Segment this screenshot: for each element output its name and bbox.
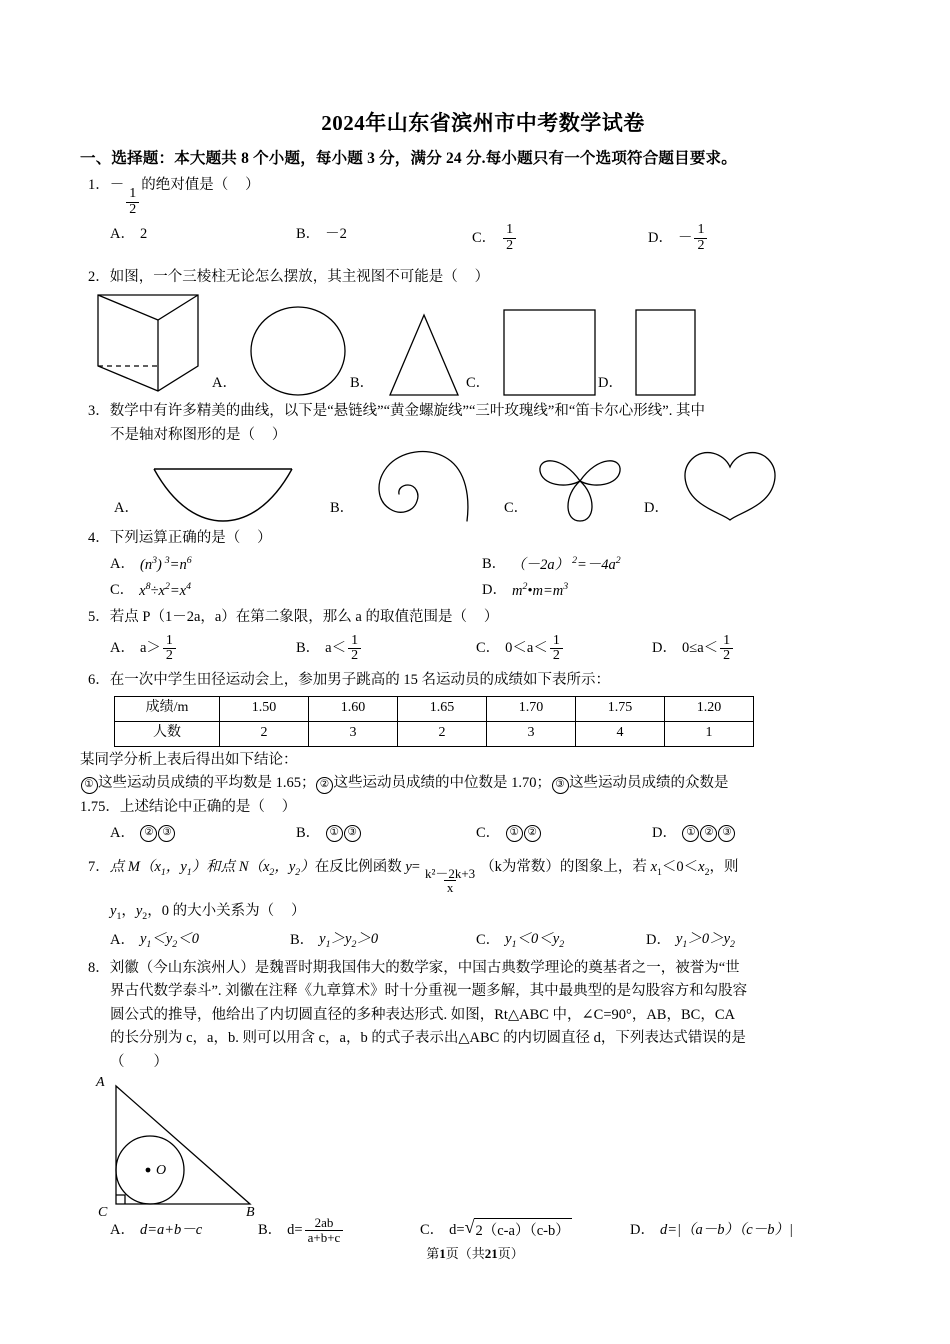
circled-one-icon: ① [326, 825, 343, 842]
circled-two-icon: ② [524, 825, 541, 842]
q2-stem-text: 如图，一个三棱柱无论怎么摆放，其主视图不可能是（ [109, 268, 458, 285]
question-8-diagram [88, 1074, 878, 1222]
page-title: 2024年山东省滨州市中考数学试卷 [321, 111, 645, 135]
q7-option-a-label: A． [110, 931, 135, 948]
score-cell: 1.60 [309, 696, 398, 721]
q4-option-b[interactable] [482, 553, 621, 577]
q3-figure-label-d: D． [644, 500, 669, 517]
question-4 [88, 527, 878, 603]
q6-option-a[interactable] [110, 822, 296, 845]
question-2-number: 2． [88, 268, 110, 285]
question-4-options-row1 [110, 553, 878, 577]
question-7-number: 7． [88, 858, 110, 875]
q2-figure-label-c: C． [466, 375, 491, 392]
q5-option-b[interactable] [296, 634, 476, 664]
q5-option-d-pre: 0≤a＜ [681, 640, 719, 657]
q8-line-3: 圆公式的推导，他给出了内切圆直径的多种表达形式. 如图，Rt△ABC 中，∠C=90°，AB，BC，CA [110, 1006, 735, 1023]
q5-option-b-label: B． [296, 640, 321, 657]
question-5 [88, 606, 878, 664]
q1-option-a-text: 2 [139, 226, 148, 243]
trefoil-rose-icon [534, 451, 626, 523]
circled-three-icon: ③ [718, 825, 735, 842]
q5-option-b-fraction: $\frac{1}{2}$ [348, 634, 361, 664]
q1-fraction: $\frac{1}{2}$ [126, 187, 139, 217]
q6-after-table: 某同学分析上表后得出如下结论： [80, 751, 298, 768]
q4-option-d-label: D． [482, 582, 507, 599]
q5-option-c-fraction: $\frac{1}{2}$ [550, 634, 563, 664]
q7-sub-y1: 1 [186, 866, 192, 878]
q4-option-a[interactable] [110, 553, 482, 577]
q5-option-d-label: D． [652, 640, 677, 657]
count-cell: 3 [309, 721, 398, 746]
q1-option-c[interactable] [472, 223, 648, 253]
q5-option-a-label: A． [110, 640, 135, 657]
q5-paren-close: ） [483, 609, 499, 626]
table-row-scores [115, 696, 754, 721]
q6-option-b[interactable] [296, 822, 476, 845]
q8-option-a-text: d=a+b－c [139, 1221, 203, 1238]
question-6-number: 6． [88, 672, 110, 689]
q1-option-b-label: B． [296, 226, 321, 243]
q3-stem-line1: 数学中有许多精美的曲线，以下是“悬链线”“黄金螺旋线”“三叶玫瑰线”和“笛卡尔心形线”. 其中 [109, 403, 705, 420]
q1-minus: － [109, 177, 125, 194]
q7-sub-y2: 2 [295, 866, 301, 878]
vertex-label-a: A [96, 1075, 105, 1091]
question-1-options [110, 223, 878, 253]
footer-prefix: 第 [426, 1246, 440, 1261]
q7-option-c-label: C． [476, 931, 501, 948]
q8-option-c-radicand: 2（c-a）（c-b） [474, 1218, 572, 1243]
question-8-stem-line-1 [88, 957, 878, 980]
question-2-figures [88, 290, 878, 398]
count-cell: 2 [398, 721, 487, 746]
counts-row-header: 人数 [115, 721, 220, 746]
q4-option-b-label: B． [482, 556, 507, 573]
question-3-figures [88, 449, 878, 525]
q6-option-d-label: D． [652, 825, 677, 842]
score-cell: 1.20 [665, 696, 754, 721]
footer-middle: 页（共 [445, 1246, 485, 1261]
q7-option-c-text: $y_1<0<y_2$ [505, 930, 565, 950]
q5-option-d[interactable] [652, 634, 735, 664]
incircle-center-label: O [156, 1163, 167, 1179]
circle-icon [248, 305, 348, 397]
q5-option-a-fraction: $\frac{1}{2}$ [163, 634, 176, 664]
question-7-options [110, 928, 878, 953]
q1-stem-tail: 的绝对值是（ [141, 177, 229, 194]
table-row-counts [115, 721, 754, 746]
q6-option-c-label: C． [476, 825, 501, 842]
scores-row-header: 成绩/m [115, 696, 220, 721]
q8-option-c-label: C． [420, 1221, 445, 1238]
incircle-center-dot [146, 1168, 151, 1173]
score-cell: 1.70 [487, 696, 576, 721]
q7-option-d[interactable] [646, 928, 735, 953]
q6-option-c[interactable] [476, 822, 652, 845]
question-6-stem [88, 669, 878, 692]
q7-sub-x2: 2 [269, 866, 275, 878]
circled-two-icon: ② [700, 825, 717, 842]
section-heading: 一、选择题：本大题共 8 个小题，每小题 3 分，满分 24 分.每小题只有一个选项符合题目要求。 [80, 150, 737, 168]
q1-option-d-fraction: $\frac{1}{2}$ [694, 223, 707, 253]
scores-table [114, 696, 754, 747]
q7-sub-x1: 1 [160, 866, 166, 878]
q7-stem-tail: （k为常数）的图象上，若 $x_1<0<x_2$，则 [480, 858, 739, 878]
q7-function-fraction: $\frac{\text{k²－2k+3}}{x}$ [424, 865, 476, 896]
footer-page-number: 1 [439, 1246, 446, 1261]
q6-option-d[interactable] [652, 822, 736, 845]
q1-option-d-minus: － [677, 229, 693, 246]
count-cell: 2 [220, 721, 309, 746]
score-cell: 1.50 [220, 696, 309, 721]
q1-option-b[interactable] [296, 223, 472, 246]
q5-option-c-pre: 0＜a＜ [505, 640, 548, 657]
q3-figure-label-b: B． [330, 500, 355, 517]
q8-line-2: 界古代数学泰斗”. 刘徽在注释《九章算术》时十分重视一题多解，其中最典型的是勾股容方和勾股容 [110, 983, 748, 1000]
q2-figure-label-b: B． [350, 375, 375, 392]
page-content [80, 0, 878, 1245]
q4-paren-close: ） [257, 530, 272, 547]
q8-option-b-label: B． [258, 1221, 283, 1238]
q5-option-c-label: C． [476, 640, 501, 657]
q6-paren-close: ） [281, 798, 297, 815]
q4-option-a-text: $(n^3)$ $^3=n^6$ [139, 554, 192, 573]
question-8 [88, 957, 878, 1245]
sqrt-icon: √ [464, 1216, 475, 1237]
q1-option-a-label: A． [110, 226, 135, 243]
count-cell: 4 [576, 721, 665, 746]
question-3-stem [88, 400, 878, 423]
question-3 [88, 400, 878, 525]
q6-option-a-label: A． [110, 825, 135, 842]
count-cell: 1 [665, 721, 754, 746]
q6-conclusion-1: 这些运动员成绩的平均数是 1.65； [98, 775, 316, 792]
question-6 [80, 669, 878, 845]
square-icon [502, 308, 598, 398]
q2-figure-label-a: A． [212, 375, 237, 392]
question-2 [88, 266, 878, 398]
circled-one-icon: ① [81, 777, 98, 794]
triangle-icon [386, 312, 466, 398]
q7-option-d-text: $y_1>0>y_2$ [675, 930, 735, 950]
question-1-number: 1． [88, 177, 110, 194]
q7-stem-line2: $y_1$，$y_2$，0 的大小关系为（ ） [110, 903, 306, 922]
q4-option-d-text: $m^2•m=m^3$ [511, 580, 569, 599]
question-4-stem [88, 527, 878, 550]
circled-two-icon: ② [140, 825, 157, 842]
q8-option-a-label: A． [110, 1221, 135, 1238]
vertex-label-c: C [98, 1205, 108, 1221]
q4-option-c-text: $x^8\div x^2=x^4$ [139, 580, 192, 599]
q5-option-a[interactable] [110, 634, 296, 664]
circled-one-icon: ① [506, 825, 523, 842]
question-4-number: 4． [88, 530, 110, 547]
q1-option-b-text: －2 [325, 226, 347, 243]
q8-line-5: （ ） [110, 1053, 168, 1070]
q4-stem-text: 下列运算正确的是（ [109, 530, 241, 547]
question-1-stem [88, 174, 878, 217]
catenary-icon [146, 463, 300, 525]
q2-paren-close: ） [474, 268, 490, 285]
circled-two-icon: ② [316, 777, 333, 794]
q7-option-b-text: $y_1>y_2>0$ [319, 930, 379, 950]
circled-three-icon: ③ [158, 825, 175, 842]
q6-conclusions-line1 [80, 772, 878, 795]
question-7-stem: 7．点 $M(x_1$，$y_1$）和点 $N(x_2$，$y_2$）在反比例函数 y= $\frac{\text{k²－2k+3}}{x}$ （k为常数）的图象上，若 $x_1<0<x_2$，则 [88, 858, 739, 896]
cardioid-heart-icon [680, 449, 780, 521]
q8-option-c-pre: d= [449, 1221, 465, 1238]
q5-option-d-fraction: $\frac{1}{2}$ [720, 634, 733, 664]
q3-stem-line2: 不是轴对称图形的是（ [110, 426, 255, 443]
question-3-number: 3． [88, 403, 110, 420]
q6-conclusion-2: 这些运动员成绩的中位数是 1.70； [333, 775, 551, 792]
question-5-number: 5． [88, 609, 110, 626]
q8-option-d-text: d=|（a－b）（c－b）| [659, 1221, 793, 1238]
q1-option-d-label: D． [648, 229, 673, 246]
triangular-prism-icon [94, 290, 206, 396]
golden-spiral-icon [366, 449, 476, 523]
q7-option-c[interactable] [476, 928, 646, 953]
footer-total-pages: 21 [484, 1246, 498, 1261]
question-7 [88, 852, 878, 953]
q7-option-b-label: B． [290, 931, 315, 948]
q5-option-a-pre: a＞ [139, 640, 161, 657]
q4-option-c-label: C． [110, 582, 135, 599]
q1-option-c-fraction: $\frac{1}{2}$ [503, 223, 516, 253]
q7-option-a-text: $y_1<y_2<0$ [139, 930, 199, 950]
q3-stem-line2-row [110, 424, 878, 447]
q1-paren-close: ） [245, 177, 260, 194]
circled-three-icon: ③ [552, 777, 569, 794]
q3-figure-label-c: C． [504, 500, 529, 517]
q7-option-b[interactable] [290, 928, 476, 953]
q4-option-a-label: A． [110, 556, 135, 573]
rectangle-icon [634, 308, 698, 398]
question-5-options [110, 634, 878, 664]
q7-paren-close: ） [290, 903, 306, 919]
page-footer [0, 1243, 950, 1262]
q1-option-d[interactable] [648, 223, 709, 253]
question-8-number: 8． [88, 959, 110, 976]
q3-figure-label-a: A． [114, 500, 139, 517]
q4-option-c[interactable] [110, 579, 482, 603]
count-cell: 3 [487, 721, 576, 746]
question-2-stem [88, 266, 878, 289]
question-5-stem [88, 606, 878, 629]
q8-line-4: 的长分别为 c，a，b. 则可以用含 c，a，b 的式子表示出△ABC 的内切圆直径 d，下列表达式错误的是 [110, 1030, 746, 1047]
q6-stem-text: 在一次中学生田径运动会上，参加男子跳高的 15 名运动员的成绩如下表所示： [109, 672, 610, 689]
q1-option-a[interactable] [110, 223, 296, 246]
circled-one-icon: ① [682, 825, 699, 842]
score-cell: 1.65 [398, 696, 487, 721]
score-cell: 1.75 [576, 696, 665, 721]
question-1 [88, 174, 878, 253]
q5-option-c[interactable] [476, 634, 652, 664]
q6-conclusions-line2 [80, 796, 878, 819]
q8-line-1: 刘徽（今山东滨州人）是魏晋时期我国伟大的数学家，中国古典数学理论的奠基者之一，被誉为“世 [109, 959, 740, 976]
vertex-label-b: B [246, 1205, 255, 1221]
q8-option-d-label: D． [630, 1221, 655, 1238]
q7-option-d-label: D． [646, 931, 671, 948]
q2-figure-label-d: D． [598, 375, 623, 392]
q5-stem-text: 若点 P（1－2a，a）在第二象限，那么 a 的取值范围是（ [109, 609, 467, 626]
circled-three-icon: ③ [344, 825, 361, 842]
q8-option-b-pre: d= [287, 1221, 303, 1238]
q6-conclusion-3: 这些运动员成绩的众数是 [569, 775, 729, 792]
q1-option-c-label: C． [472, 229, 497, 246]
q4-option-d[interactable] [482, 579, 568, 603]
q8-option-b-fraction: $\frac{2ab}{a+b+c}$ [305, 1216, 344, 1244]
q3-paren-close: ） [271, 426, 287, 443]
q4-option-b-text: （－2a） $^2=-4a^2$ [511, 554, 621, 573]
q5-option-b-pre: a＜ [325, 640, 347, 657]
question-6-options [110, 822, 878, 845]
q6-option-b-label: B． [296, 825, 321, 842]
q7-option-a[interactable] [110, 928, 290, 953]
footer-suffix: 页） [497, 1246, 524, 1261]
q6-conclusions-tail: 1.75．上述结论中正确的是（ [80, 798, 265, 815]
question-4-options-row2 [110, 579, 878, 603]
